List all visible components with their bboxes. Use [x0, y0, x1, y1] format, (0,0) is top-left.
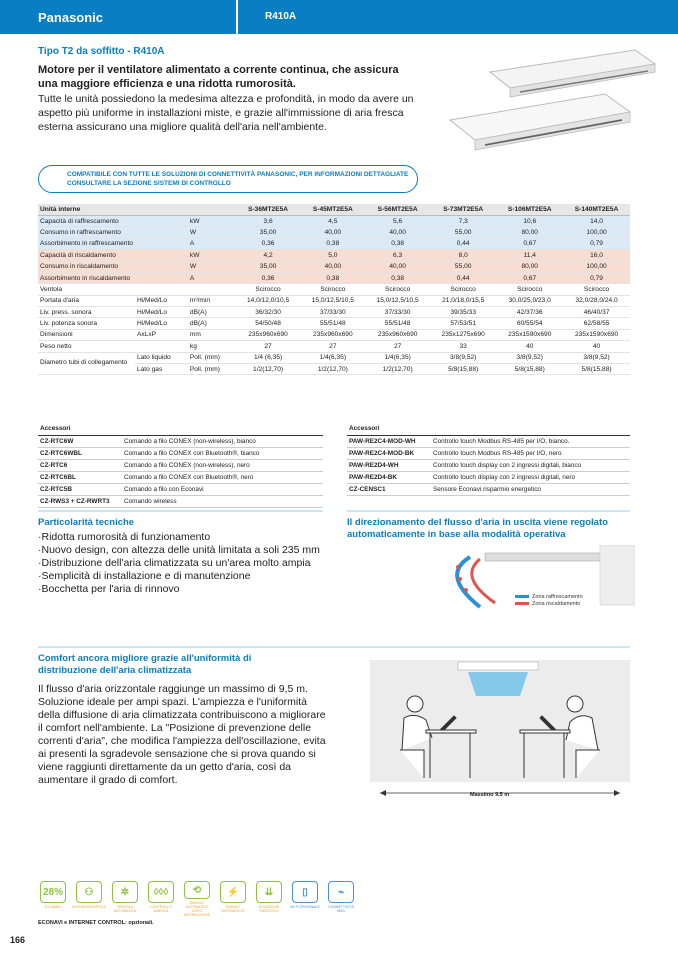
- accessory-code: PAW-RE2D4-WH: [347, 459, 431, 471]
- spec-cell: 14,0/12,0/10,5: [236, 295, 301, 306]
- auto-restart-icon: [182, 881, 212, 917]
- ceiling-unit: [458, 662, 538, 670]
- accessory-desc: Comando wireless: [122, 495, 323, 507]
- legend-heat: [515, 601, 580, 607]
- pipe-cell: 1/2(12,70): [300, 363, 365, 374]
- drain-pump-icon-label: SOLUZIONE RICIRCOLO: [258, 905, 280, 913]
- unit-back: [490, 50, 655, 97]
- spec-cell: 62/58/55: [563, 318, 630, 329]
- accessory-row: [38, 483, 323, 495]
- feature-icons-row: [38, 881, 378, 917]
- spec-row-unit: [188, 284, 236, 295]
- accessories-table-left: [38, 423, 323, 508]
- spec-row-label: Assorbimento in raffrescamento: [38, 238, 135, 249]
- accessory-code: PAW-RE2C4-MOD-WH: [347, 435, 431, 447]
- spec-row-sub: Hi/Med/Lo: [135, 295, 188, 306]
- spec-row: [38, 318, 630, 329]
- spec-cell: 0,67: [496, 272, 563, 283]
- spec-cell: 39/35/33: [430, 307, 496, 318]
- spec-cell: 16,0: [563, 250, 630, 261]
- spec-cell: 4,2: [236, 250, 301, 261]
- accessory-row: [347, 483, 630, 495]
- unit-front: [450, 94, 630, 150]
- spec-row-label: Liv. potenza sonora: [38, 318, 135, 329]
- spec-row: [38, 261, 630, 272]
- spec-cell: 15,0/12,5/10,5: [365, 295, 430, 306]
- model-name: S-73MT2E5A: [430, 204, 496, 215]
- autodiagnostics-icon-label: AUTODIAGNOSTICA: [72, 905, 106, 909]
- intro-description: Tutte le unità possiedono la medesima altezza e profondità, in modo da avere un aspetto più uniforme in installazioni miste, e grazie all'immissione di aria fresca esterna assicurano una migliore qualità dell'aria nell'ambiente.: [38, 93, 414, 133]
- vane-dot: [464, 588, 468, 592]
- accessories-title: Accessori: [347, 423, 630, 435]
- bms-connectivity-icon-label: CONNETTIVITÀ BMS: [328, 905, 354, 913]
- top-banner: [0, 0, 678, 34]
- spec-cell: 40: [496, 341, 563, 352]
- spec-cell: 33: [430, 341, 496, 352]
- legend-heat-label: Zona riscaldamento: [532, 601, 581, 607]
- brand-logo: Panasonic: [38, 10, 104, 25]
- spec-cell: 40,00: [300, 227, 365, 238]
- autodiagnostics-icon: [74, 881, 104, 917]
- pipe-cell: 1/2(12,70): [365, 363, 430, 374]
- features-title: Particolarità tecniche: [38, 517, 135, 528]
- auto-restart-power-icon: [218, 881, 248, 917]
- spec-cell: 37/33/30: [300, 307, 365, 318]
- spec-row-label: Dimensioni: [38, 329, 135, 340]
- accessory-desc: Comando a filo CONEX (non-wireless), bianco: [122, 435, 323, 447]
- spec-cell: 14,0: [563, 215, 630, 226]
- spec-row: [38, 284, 630, 295]
- vane-dot: [456, 565, 460, 569]
- drain-pump-icon: [254, 881, 284, 917]
- accessories-header: [38, 423, 323, 435]
- product-subtitle: Tipo T2 da soffitto - R410A: [38, 46, 165, 57]
- pipe-label: Diametro tubi di collegamento: [38, 352, 135, 375]
- bms-connectivity-icon: [326, 881, 356, 917]
- spec-cell: Scirocco: [563, 284, 630, 295]
- spec-cell: 55/51/48: [300, 318, 365, 329]
- specifications-table: [38, 204, 630, 375]
- spec-cell: Scirocco: [300, 284, 365, 295]
- uniform-text: Il flusso d'aria orizzontale raggiunge un massimo di 9,5 m. Soluzione ideale per ampi spazi. L'ampiezza e l'uniformità della diffusione di aria climatizzata contribuiscono a migliorare il comfort nell'ambiente. La "Posizione di prevenzione delle correnti d'aria", che modifica l'ampiezza dell'oscillazione, evita ai presenti la sgradevole sensazione che si prova quando si viene raggiunti direttamente da un getto d'aria, così da aumentare il grado di comfort.: [38, 683, 326, 786]
- auto-fan-icon: [110, 881, 140, 917]
- spec-cell: 100,00: [563, 261, 630, 272]
- spec-cell: 235x960x690: [236, 329, 301, 340]
- spec-header-unit: [188, 204, 236, 215]
- spec-row-label: Capacità di riscaldamento: [38, 250, 135, 261]
- heat-zone-arc: [472, 559, 495, 603]
- features-rule: [38, 510, 323, 512]
- spec-cell: 235x1590x690: [563, 329, 630, 340]
- pipe-row: [38, 352, 630, 363]
- spec-cell: 0,38: [365, 238, 430, 249]
- spec-cell: 54/50/48: [236, 318, 301, 329]
- bms-connectivity-icon-glyph: ⌁: [328, 881, 354, 903]
- spec-cell: 0,44: [430, 238, 496, 249]
- spec-row-label: Consumo in riscaldamento: [38, 261, 135, 272]
- spec-row-unit: A: [188, 238, 236, 249]
- spec-row-sub: [135, 215, 188, 226]
- pipe-cell: 1/4(6,35): [300, 352, 365, 363]
- spec-cell: 0,38: [300, 238, 365, 249]
- wifi-optional-icon-label: WI-FI OPZIONALE: [290, 905, 320, 909]
- spec-cell: 40,00: [365, 261, 430, 272]
- spec-cell: 32,0/28,0/24,0: [563, 295, 630, 306]
- accessories-header: [347, 423, 630, 435]
- feature-item: · Nuovo design, con altezza delle unità limitata a soli 235 mm: [38, 544, 323, 557]
- pipe-sub: Lato gas: [135, 363, 188, 374]
- econavi-icon: [38, 881, 68, 917]
- accessory-desc: Controllo touch display con 2 ingressi digitali, bianco: [431, 459, 630, 471]
- spec-row-sub: AxLxP: [135, 329, 188, 340]
- spec-row-unit: kW: [188, 215, 236, 226]
- auto-restart-icon-label: RIAVVIO AUTOMATICO DOPO INTERRUZIONE: [183, 901, 211, 917]
- humidity-control-icon-label: CONTROLLO UMIDITÀ: [150, 905, 172, 913]
- spec-row-sub: Hi/Med/Lo: [135, 318, 188, 329]
- spec-cell: 57/53/51: [430, 318, 496, 329]
- spec-cell: 10,6: [496, 215, 563, 226]
- spec-cell: 235x1590x690: [496, 329, 563, 340]
- spec-cell: 35,00: [236, 227, 301, 238]
- banner-divider: [236, 0, 238, 34]
- accessory-code: CZ-RTC5B: [38, 483, 122, 495]
- feature-item: · Ridotta rumorosità di funzionamento: [38, 531, 323, 544]
- spec-cell: Scirocco: [430, 284, 496, 295]
- spec-header-sub: [135, 204, 188, 215]
- accessory-row: [347, 447, 630, 459]
- accessory-desc: Comando a filo CONEX con Bluetooth®, nero: [122, 471, 323, 483]
- spec-cell: 37/33/30: [365, 307, 430, 318]
- econavi-icon-glyph: 28%: [40, 881, 66, 903]
- spec-row-label: Assorbimento in riscaldamento: [38, 272, 135, 283]
- footnote: ECONAVI e INTERNET CONTROL: opzionali.: [38, 920, 154, 926]
- spec-row-unit: mm: [188, 329, 236, 340]
- model-name: S-140MT2E5A: [563, 204, 630, 215]
- spec-row-unit: A: [188, 272, 236, 283]
- spec-cell: 235x960x690: [300, 329, 365, 340]
- airflow-rule: [347, 510, 630, 512]
- connectivity-note: COMPATIBILE CON TUTTE LE SOLUZIONI DI CONNETTIVITÀ PANASONIC, PER INFORMAZIONI DETTAGLIATE CONSULTARE LA SEZIONE SISTEMI DI CONTROLLO: [38, 165, 418, 193]
- spec-cell: 3,6: [236, 215, 301, 226]
- features-list: [38, 531, 323, 596]
- accessory-desc: Comando a filo CONEX (non-wireless), nero: [122, 459, 323, 471]
- pipe-cell: 1/4 (6,35): [236, 352, 301, 363]
- arrow-head-right: [614, 790, 620, 796]
- spec-cell: 15,0/12,5/10,5: [300, 295, 365, 306]
- spec-cell: 40,00: [300, 261, 365, 272]
- spec-cell: 27: [236, 341, 301, 352]
- econavi-icon-label: ECONAVI: [45, 905, 61, 909]
- accessory-code: CZ-RTC6: [38, 459, 122, 471]
- spec-cell: Scirocco: [365, 284, 430, 295]
- accessory-row: [38, 495, 323, 507]
- spec-row: [38, 227, 630, 238]
- spec-row-sub: [135, 261, 188, 272]
- pipe-cell: 3/8(9,52): [496, 352, 563, 363]
- spec-cell: 5,0: [300, 250, 365, 261]
- spec-cell: 0,38: [300, 272, 365, 283]
- accessory-row: [347, 459, 630, 471]
- spec-cell: 0,38: [365, 272, 430, 283]
- autodiagnostics-icon-glyph: ⚇: [76, 881, 102, 903]
- accessories-table-right: [347, 423, 630, 496]
- spec-cell: 40: [563, 341, 630, 352]
- accessories-title: Accessori: [38, 423, 323, 435]
- model-name: S-56MT2E5A: [365, 204, 430, 215]
- office-scene-illustration: [370, 660, 630, 805]
- spec-cell: 21,0/18,0/15,5: [430, 295, 496, 306]
- spec-row-unit: kW: [188, 250, 236, 261]
- accessory-code: PAW-RE2C4-MOD-BK: [347, 447, 431, 459]
- spec-header-label: Unità interne: [38, 204, 135, 215]
- pipe-unit: Poll. (mm): [188, 363, 236, 374]
- humidity-control-icon-glyph: ◊◊◊: [148, 881, 174, 903]
- legend-cool-swatch: [515, 595, 529, 598]
- accessory-desc: Controllo touch Modbus RS-485 per I/O, bianco.: [431, 435, 630, 447]
- spec-row-unit: dB(A): [188, 318, 236, 329]
- humidity-control-icon: [146, 881, 176, 917]
- spec-row: [38, 307, 630, 318]
- feature-item: · Bocchetta per l'aria di rinnovo: [38, 583, 323, 596]
- spec-row-unit: dB(A): [188, 307, 236, 318]
- accessory-code: CZ-RWS3 + CZ-RWRT3: [38, 495, 122, 507]
- spec-row-label: Capacità di raffrescamento: [38, 215, 135, 226]
- spec-cell: 30,0/25,0/23,0: [496, 295, 563, 306]
- ceiling-unit-image: [430, 42, 660, 160]
- spec-row: [38, 295, 630, 306]
- spec-cell: 0,36: [236, 272, 301, 283]
- spec-cell: 11,4: [496, 250, 563, 261]
- accessory-code: CZ-RTC6BL: [38, 471, 122, 483]
- spec-row-label: Liv. press. sonora: [38, 307, 135, 318]
- spec-row-sub: Hi/Med/Lo: [135, 307, 188, 318]
- model-name: S-106MT2E5A: [496, 204, 563, 215]
- spec-cell: 80,00: [496, 227, 563, 238]
- pipe-unit: Poll. (mm): [188, 352, 236, 363]
- accessory-row: [347, 471, 630, 483]
- spec-cell: 42/37/36: [496, 307, 563, 318]
- spec-cell: 36/32/30: [236, 307, 301, 318]
- spec-cell: 55,00: [430, 261, 496, 272]
- spec-cell: 27: [300, 341, 365, 352]
- pipe-sub: Lato liquido: [135, 352, 188, 363]
- max-distance-label: Massimo 9,5 m: [470, 792, 510, 798]
- spec-row-unit: kg: [188, 341, 236, 352]
- accessory-desc: Comando a filo CONEX con Bluetooth®, bianco: [122, 447, 323, 459]
- uniform-title: Comfort ancora migliore grazie all'uniformità di distribuzione dell'aria climatizzata: [38, 653, 252, 676]
- pipe-cell: 1/4(6,35): [365, 352, 430, 363]
- accessory-row: [38, 435, 323, 447]
- spec-row: [38, 341, 630, 352]
- spec-cell: 7,3: [430, 215, 496, 226]
- spec-cell: 55/51/48: [365, 318, 430, 329]
- spec-cell: 6,3: [365, 250, 430, 261]
- arrow-head-left: [380, 790, 386, 796]
- lead-text: Motore per il ventilatore alimentato a corrente continua, che assicura una maggiore efficienza e una ridotta rumorosità.: [38, 64, 399, 90]
- wifi-optional-icon: [290, 881, 320, 917]
- spec-row-unit: m³/min: [188, 295, 236, 306]
- spec-cell: 46/40/37: [563, 307, 630, 318]
- spec-cell: Scirocco: [236, 284, 301, 295]
- spec-row-sub: [135, 341, 188, 352]
- refrigerant-label: R410A: [265, 11, 297, 22]
- spec-row: [38, 215, 630, 226]
- spec-cell: 35,00: [236, 261, 301, 272]
- pipe-cell: 5/8(15,88): [496, 363, 563, 374]
- accessory-code: CZ-RTC6WBL: [38, 447, 122, 459]
- legend-cool-label: Zona raffrescamento: [532, 594, 583, 600]
- spec-row-sub: [135, 250, 188, 261]
- auto-fan-icon-label: VENTOLA AUTOMATICA: [113, 905, 137, 913]
- accessory-desc: Controllo touch Modbus RS-485 per I/O, nero: [431, 447, 630, 459]
- pipe-cell: 5/8(15,88): [430, 363, 496, 374]
- accessory-desc: Controllo touch display con 2 ingressi digitali, nero: [431, 471, 630, 483]
- pipe-cell: 3/8(9,52): [563, 352, 630, 363]
- accessory-row: [347, 435, 630, 447]
- auto-restart-icon-glyph: ⟲: [184, 881, 210, 899]
- spec-cell: 60/55/54: [496, 318, 563, 329]
- vane-dot: [458, 577, 462, 581]
- spec-cell: 80,00: [496, 261, 563, 272]
- spec-row: [38, 238, 630, 249]
- accessory-code: CZ-CENSC1: [347, 483, 431, 495]
- accessory-row: [38, 447, 323, 459]
- pipe-cell: 5/8(15,88): [563, 363, 630, 374]
- auto-fan-icon-glyph: ✲: [112, 881, 138, 903]
- spec-cell: 55,00: [430, 227, 496, 238]
- model-name: S-36MT2E5A: [236, 204, 301, 215]
- accessory-code: PAW-RE2D4-BK: [347, 471, 431, 483]
- spec-row: [38, 329, 630, 340]
- drain-pump-icon-glyph: ⇊: [256, 881, 282, 903]
- wifi-optional-icon-glyph: ▯: [292, 881, 318, 903]
- accessory-code: CZ-RTC6W: [38, 435, 122, 447]
- spec-row: [38, 272, 630, 283]
- spec-cell: 0,67: [496, 238, 563, 249]
- wall: [600, 545, 635, 605]
- spec-cell: 235x1275x690: [430, 329, 496, 340]
- spec-row-label: Portata d'aria: [38, 295, 135, 306]
- accessory-desc: Sensore Econavi risparmio energetico: [431, 483, 630, 495]
- spec-cell: 5,6: [365, 215, 430, 226]
- accessory-desc: Comando a filo con Econavi: [122, 483, 323, 495]
- spec-cell: 27: [365, 341, 430, 352]
- spec-row-sub: [135, 238, 188, 249]
- spec-row-label: Consumo in raffrescamento: [38, 227, 135, 238]
- spec-cell: 235x960x690: [365, 329, 430, 340]
- spec-row-unit: W: [188, 227, 236, 238]
- accessory-row: [38, 459, 323, 471]
- spec-cell: Scirocco: [496, 284, 563, 295]
- spec-cell: 40,00: [365, 227, 430, 238]
- spec-cell: 8,0: [430, 250, 496, 261]
- legend-heat-swatch: [515, 602, 529, 605]
- spec-cell: 100,00: [563, 227, 630, 238]
- legend-cool: [515, 594, 583, 600]
- feature-item: · Semplicità di installazione e di manutenzione: [38, 570, 323, 583]
- spec-row-sub: [135, 227, 188, 238]
- airflow-cone: [468, 672, 528, 696]
- spec-cell: 4,5: [300, 215, 365, 226]
- spec-cell: 0,44: [430, 272, 496, 283]
- pipe-cell: 1/2(12,70): [236, 363, 301, 374]
- page-number: 166: [10, 935, 26, 945]
- spec-header-row: [38, 204, 630, 215]
- pipe-cell: 3/8(9,52): [430, 352, 496, 363]
- uniform-rule: [38, 646, 630, 648]
- spec-cell: 0,36: [236, 238, 301, 249]
- spec-cell: 0,79: [563, 238, 630, 249]
- spec-row: [38, 250, 630, 261]
- accessory-row: [38, 471, 323, 483]
- spec-row-label: Peso netto: [38, 341, 135, 352]
- auto-restart-power-icon-label: RIAVVIO AUTOMATICO: [221, 905, 245, 913]
- spec-row-unit: W: [188, 261, 236, 272]
- spec-cell: 0,79: [563, 272, 630, 283]
- auto-restart-power-icon-glyph: ⚡: [220, 881, 246, 903]
- spec-row-label: Ventola: [38, 284, 135, 295]
- spec-row-sub: [135, 272, 188, 283]
- model-name: S-45MT2E5A: [300, 204, 365, 215]
- spec-row-sub: [135, 284, 188, 295]
- feature-item: · Distribuzione dell'aria climatizzata su un'area molto ampia: [38, 557, 323, 570]
- airflow-title: Il direzionamento del flusso d'aria in uscita viene regolato automaticamente in base alla modalità operativa: [347, 517, 608, 540]
